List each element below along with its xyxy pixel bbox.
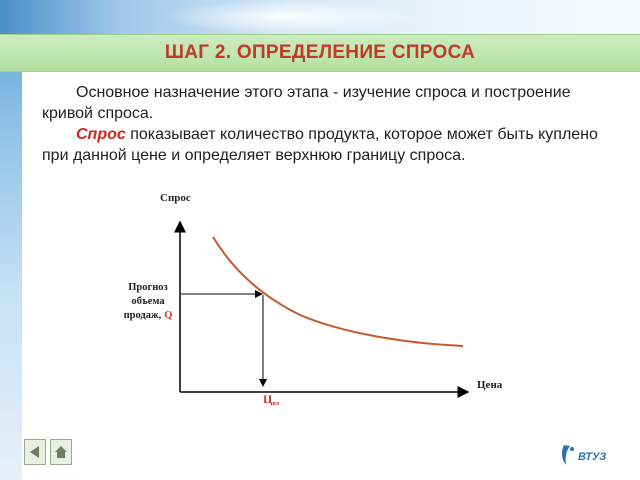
forecast-q-symbol: Q [164, 310, 173, 321]
demand-term: Спрос [76, 126, 126, 143]
x-axis-label: Цена [477, 379, 503, 391]
forecast-label-sales: продаж, [123, 310, 162, 321]
demand-curve [213, 237, 463, 346]
back-arrow-icon [27, 444, 43, 460]
logo-text: ВТУЗ [578, 451, 607, 463]
price-symbol: Ц [263, 392, 273, 406]
back-button[interactable] [24, 439, 46, 465]
logo-icon [560, 443, 626, 467]
paragraph-purpose: Основное назначение этого этапа - изучение спроса и построение кривой спроса. [42, 84, 571, 122]
slide-title: ШАГ 2. ОПРЕДЕЛЕНИЕ СПРОСА [164, 42, 476, 63]
vtuz-logo [560, 443, 626, 472]
forecast-label-line1: Прогноз [128, 282, 168, 293]
forecast-label-line3 [124, 310, 173, 321]
price-subscript: пл [272, 401, 280, 407]
y-axis-label: Спрос [160, 192, 191, 204]
home-button[interactable] [50, 439, 72, 465]
forecast-label-line2: объема [131, 296, 165, 307]
home-icon [53, 444, 69, 460]
price-marker-label [263, 392, 280, 407]
definition-text: показывает количество продукта, которое может быть куплено при данной цене и определяет верхнюю границу спроса. [42, 126, 598, 164]
